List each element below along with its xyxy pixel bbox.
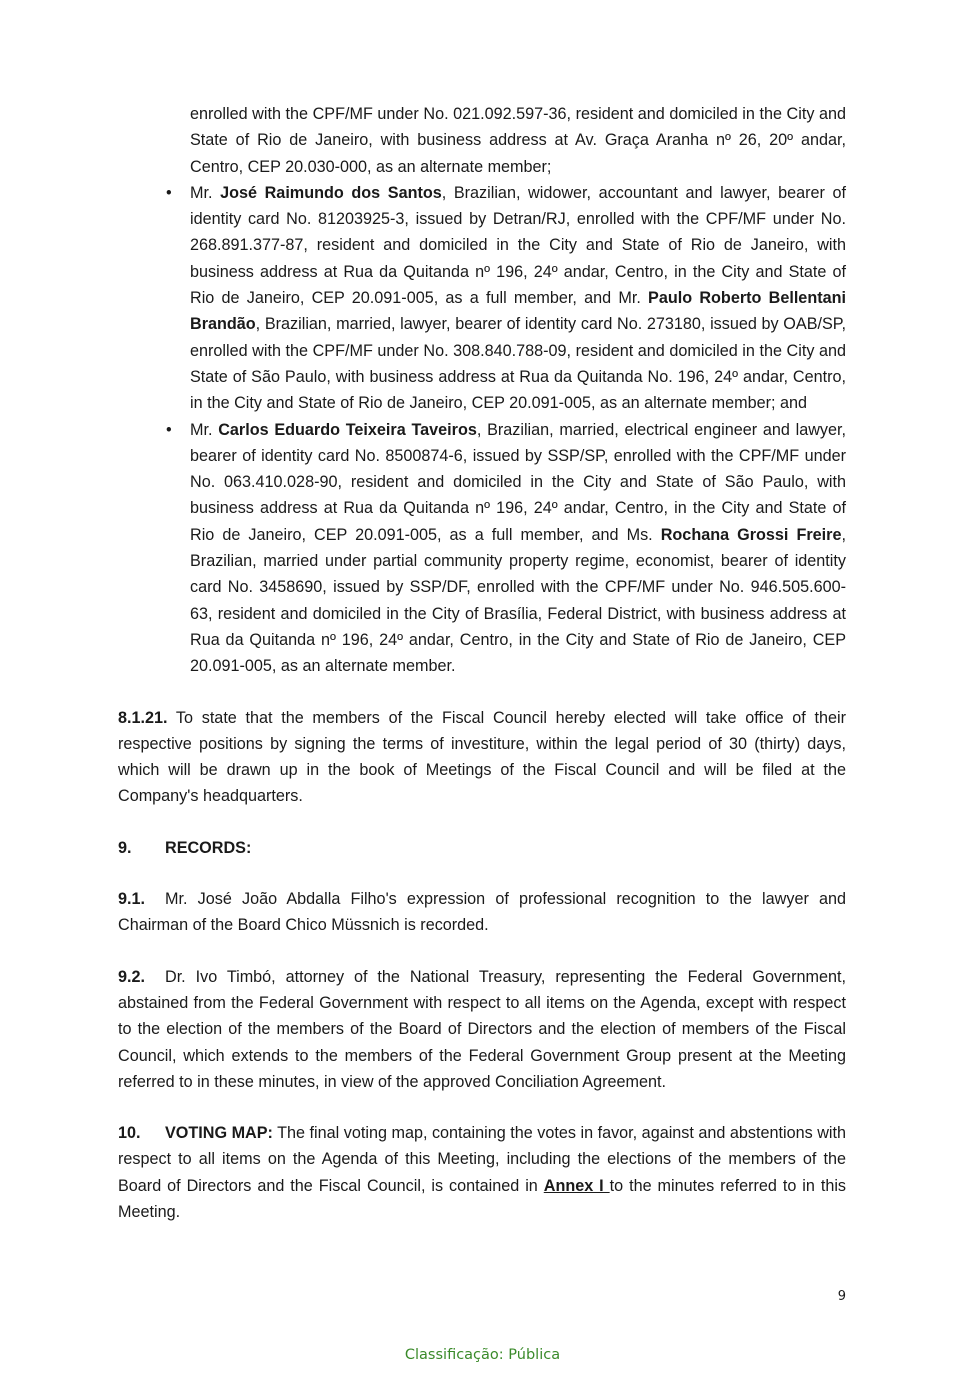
item-text: To state that the members of the Fiscal Council hereby elected will take office of their respective positions by signing the terms of investiture, within the legal period of 30 (thirty) days, which will be drawn up in the book of Meetings of the Fiscal Council and will be filed at the Company's headquarters. (118, 708, 846, 806)
paragraph-spacer (118, 861, 846, 886)
section-title: RECORDS: (165, 838, 252, 857)
section-10-voting-map (118, 1120, 846, 1225)
page-content (118, 101, 846, 1225)
item-text: Dr. Ivo Timbó, attorney of the National Treasury, representing the Federal Government, abstained from the Federal Government with respect to all items on the Agenda, except with respect to the election of the members of the Board of Directors and the election of members of the Fiscal Council, which extends to the members of the Federal Government Group present at the Meeting referred to in these minutes, in view of the approved Conciliation Agreement. (118, 967, 846, 1091)
list-item-text: Mr. (190, 420, 219, 439)
list-item-text: , Brazilian, widower, accountant and lawyer, bearer of identity card No. 81203925-3, issued by Detran/RJ, enrolled with the CPF/MF under No. 268.891.377-87, resident and domiciled in the City and State of Rio de Janeiro, with business address at Rua da Quitanda nº 196, 24º andar, Centro, in the City and State of Rio de Janeiro, CEP 20.091-005, as a full member, and Mr. (190, 183, 846, 308)
list-item-text: , Brazilian, married under partial community property regime, economist, bearer of identity card No. 3458690, issued by SSP/DF, enrolled with the CPF/MF under No. 946.505.600-63, resident and domiciled in the City of Brasília, Federal District, with business address at Rua da Quitanda nº 196, 24º andar, Centro, in the City and State of Rio de Janeiro, CEP 20.091-005, as an alternate member. (190, 525, 846, 676)
fiscal-council-members-list (118, 180, 846, 680)
paragraph-spacer (118, 680, 846, 705)
classification-label: Classificação: Pública (404, 1347, 561, 1363)
item-text: Mr. José João Abdalla Filho's expression of professional recognition to the lawyer and Chairman of the Board Chico Müssnich is recorded. (118, 890, 846, 935)
paragraph-spacer (118, 1095, 846, 1120)
member-name: José Raimundo dos Santos (220, 183, 442, 202)
section-number: 9. (118, 838, 132, 857)
list-item-text: Mr. (190, 183, 221, 202)
paragraph-spacer (118, 939, 846, 964)
member-name: Carlos Eduardo Teixeira Taveiros (218, 420, 477, 439)
annex-i-link[interactable]: Annex I (543, 1176, 610, 1195)
list-item (166, 180, 846, 417)
section-number: 10. (118, 1124, 141, 1143)
paragraph-spacer (118, 810, 846, 835)
list-item-text: , Brazilian, married, lawyer, bearer of identity card No. 273180, issued by OAB/SP, enrolled with the CPF/MF under No. 308.840.788-09, resident and domiciled in the City and State of São Paulo, with business address at Rua da Quitanda No. 196, 24º andar, Centro, in the City and State of Rio de Janeiro, CEP 20.091-005, as an alternate member; and (190, 315, 846, 413)
continuation-paragraph: enrolled with the CPF/MF under No. 021.092.597-36, resident and domiciled in the City and State of Rio de Janeiro, with business address at Av. Graça Aranha nº 26, 20º andar, Centro, CEP 20.030-000, as an alternate member; (190, 105, 846, 176)
item-9-2 (118, 964, 846, 1095)
section-9-heading (118, 835, 846, 861)
section-title: VOTING MAP: (165, 1124, 273, 1143)
item-text: to the minutes referred to in this Meeting. (118, 1176, 847, 1221)
item-9-1 (118, 886, 846, 939)
item-number: 8.1.21. (118, 708, 168, 727)
member-name: Rochana Grossi Freire (660, 525, 842, 544)
item-number: 9.1. (118, 890, 146, 909)
bullet-marker: • (166, 420, 172, 439)
list-item-text: , Brazilian, married, electrical engineer and lawyer, bearer of identity card No. 8500874-6, issued by SSP/SP, enrolled with the CPF/MF under No. 063.410.028-90, resident and domiciled in the City and State of São Paulo, with business address at Rua da Quitanda nº 196, 24º andar, Centro, in the City and State of Rio de Janeiro, CEP 20.091-005, as a full member, and Ms. (190, 420, 846, 544)
item-8-1-21 (118, 705, 846, 810)
bullet-marker: • (166, 183, 172, 202)
member-name: Paulo Roberto Bellentani Brandão (190, 289, 846, 334)
list-item (166, 417, 846, 680)
item-number: 9.2. (118, 967, 146, 986)
item-text: The final voting map, containing the votes in favor, against and abstentions with respect to all items on the Agenda of this Meeting, including the elections of the members of the Board of Directors and the Fiscal Council, is contained in (118, 1124, 846, 1195)
page-number: 9 (837, 1289, 846, 1304)
